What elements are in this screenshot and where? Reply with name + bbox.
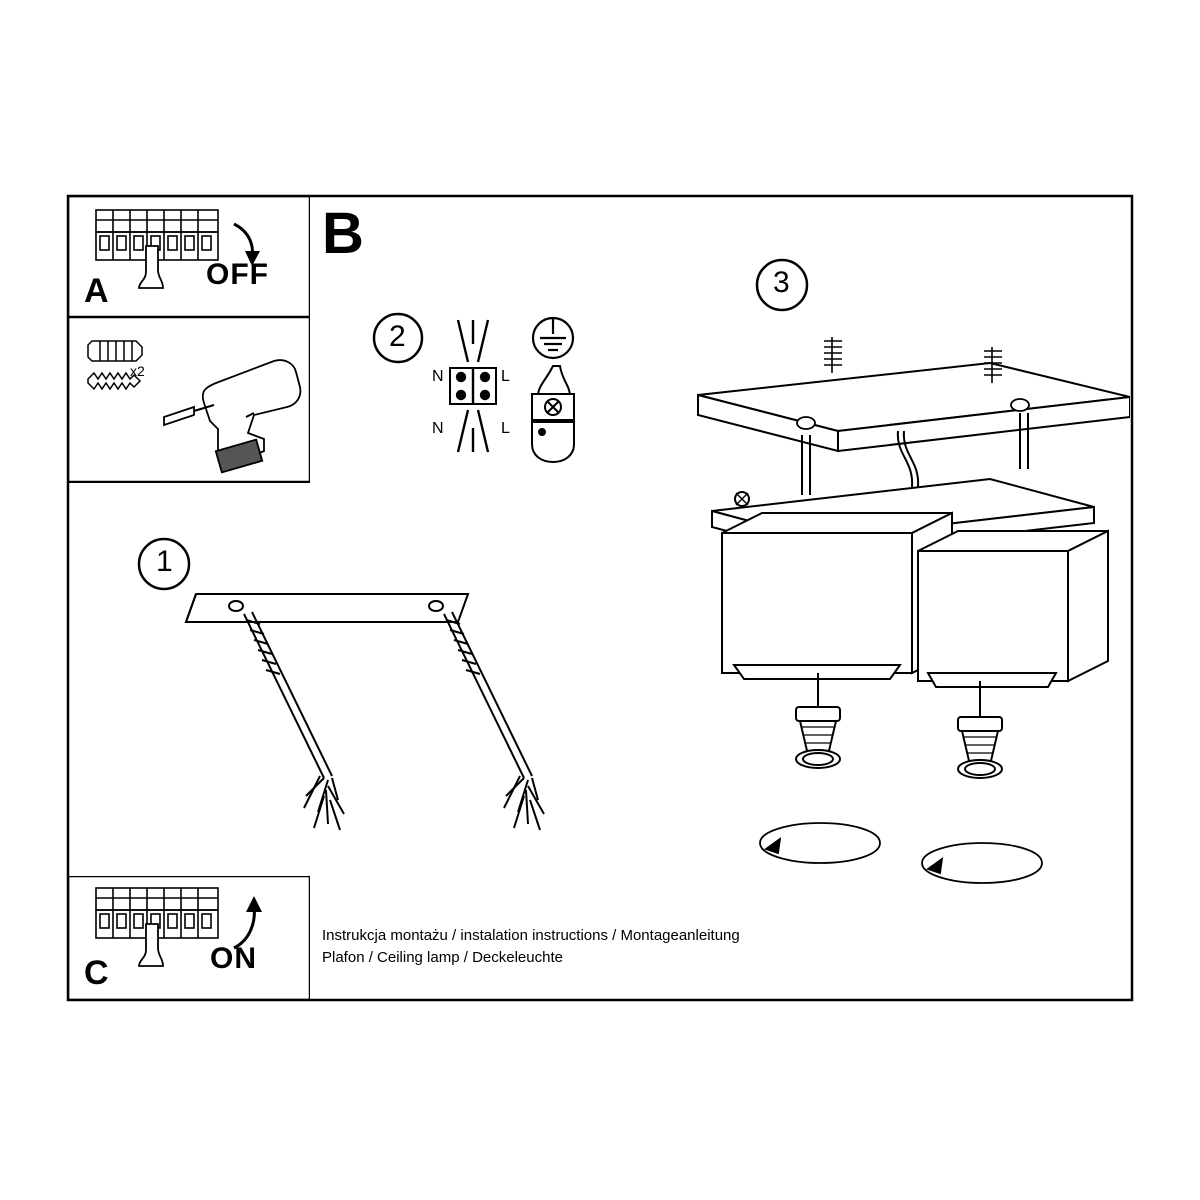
terminal-label-l-top: L <box>501 368 510 385</box>
caption-line-2: Plafon / Ceiling lamp / Deckeleuchte <box>322 949 563 966</box>
terminal-label-l-bottom: L <box>501 420 510 437</box>
terminal-label-n-top: N <box>432 368 444 385</box>
step-3-group <box>690 255 1130 895</box>
panel-a-action-label: OFF <box>206 258 269 291</box>
step-2-diagram <box>370 310 610 520</box>
section-b-letter: B <box>322 201 364 266</box>
terminal-label-n-bottom: N <box>432 420 444 437</box>
panel-hardware <box>68 317 310 482</box>
step-1-group <box>128 528 578 858</box>
hardware-quantity-label: x2 <box>130 363 145 379</box>
panel-c-action-label: ON <box>210 942 257 975</box>
step-2-group <box>370 310 590 510</box>
caption-block <box>322 925 882 969</box>
panel-a-letter: A <box>84 272 109 310</box>
step-2-number: 2 <box>389 320 406 353</box>
panel-c <box>68 876 310 1000</box>
panel-c-letter: C <box>84 954 109 992</box>
caption-line-1: Instrukcja montażu / instalation instructions / Montageanleitung <box>322 927 740 944</box>
panel-a <box>68 196 310 316</box>
step-3-number: 3 <box>773 266 790 299</box>
step-1-number: 1 <box>156 545 173 578</box>
step-3-diagram <box>690 255 1130 895</box>
step-1-diagram <box>128 528 578 858</box>
panel-hardware-frame <box>68 317 310 483</box>
